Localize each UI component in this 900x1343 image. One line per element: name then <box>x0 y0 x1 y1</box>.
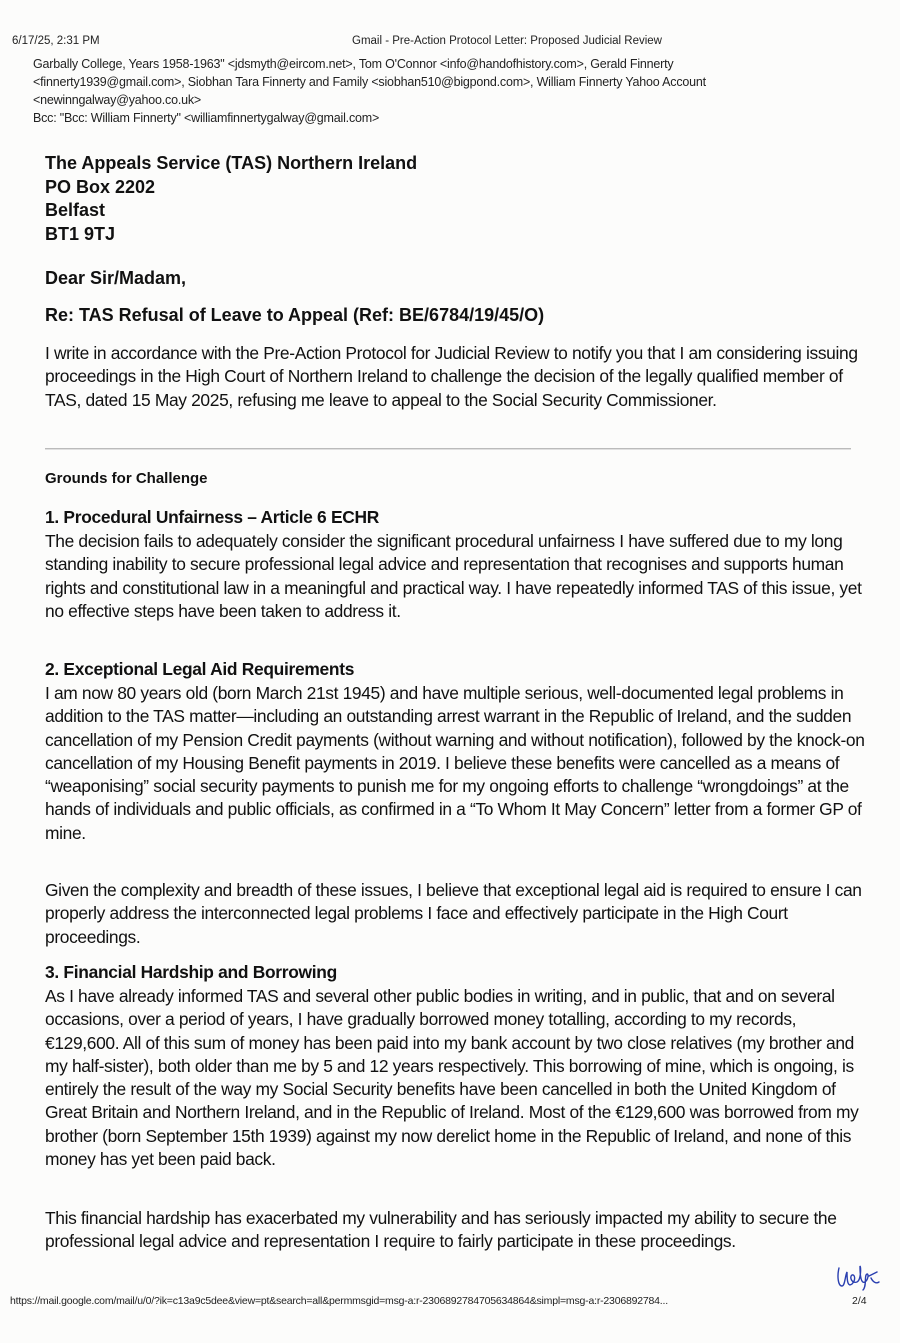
address-line: BT1 9TJ <box>45 223 116 244</box>
page-number: 2/4 <box>852 1295 867 1307</box>
address-line: The Appeals Service (TAS) Northern Ireland <box>45 153 418 173</box>
address-line: Belfast <box>45 200 106 220</box>
section-paragraph: Given the complexity and breadth of these issues, I believe that exceptional legal aid is required to ensure I can properly address the interconnected legal problems I face and effectively participate in the High Court proceedings. <box>45 880 862 947</box>
recipients-line: Garbally College, Years 1958-1963" <jdsmyth@eircom.net>, Tom O'Connor <info@handofhistory.com>, Gerald Finnerty <box>33 57 674 71</box>
greeting: Dear Sir/Madam, <box>45 268 187 288</box>
recipient-address <box>45 152 865 246</box>
section-paragraph: As I have already informed TAS and several other public bodies in writing, and in public, that and on several occasions, over a period of years, I have gradually borrowed money totalling, according to my records, €129,600. All of this sum of money has been paid into my bank account by two close relatives (my brother and my half-sister), both older than me by 5 and 12 years respectively. This borrowing of mine, which is ongoing, is entirely the result of the way my Social Security benefits have been cancelled in both the United Kingdom of Great Britain and Northern Ireland, and in the Republic of Ireland. Most of the €129,600 was borrowed from my brother (born September 15th 1939) against my now derelict home in the Republic of Ireland, and none of this money has yet been paid back. <box>45 986 859 1170</box>
bcc-line: Bcc: "Bcc: William Finnerty" <williamfinnertygalway@gmail.com> <box>33 111 380 125</box>
recipients-block <box>33 55 873 127</box>
recipients-line: <newinngalway@yahoo.co.uk> <box>33 93 202 107</box>
intro-paragraph: I write in accordance with the Pre-Action Protocol for Judicial Review to notify you that I am considering issuing proceedings in the High Court of Northern Ireland to challenge the decision of the legally qualified member of TAS, dated 15 May 2025, refusing me leave to appeal to the Social Security Commissioner. <box>45 343 858 410</box>
section-paragraph: The decision fails to adequately consider the significant procedural unfairness I have suffered due to my long standing inability to secure professional legal advice and representation that recognises and supports human rights and constitutional law in a meaningful and practical way. I have repeatedly informed TAS of this issue, yet no effective steps have been taken to address it. <box>45 531 862 621</box>
print-footer-url: https://mail.google.com/mail/u/0/?ik=c13a9c5dee&view=pt&search=all&permmsgid=msg-a:r-2306892784705634864&simpl=msg-a:r-2306892784... <box>10 1295 668 1307</box>
section-heading: 3. Financial Hardship and Borrowing <box>45 962 337 982</box>
address-line: PO Box 2202 <box>45 176 156 197</box>
section-heading: 2. Exceptional Legal Aid Requirements <box>45 659 355 679</box>
section-heading: 1. Procedural Unfairness – Article 6 ECHR <box>45 507 380 527</box>
handwritten-initials-signature <box>833 1262 883 1292</box>
divider <box>45 448 851 450</box>
recipients-line: <finnerty1939@gmail.com>, Siobhan Tara Finnerty and Family <siobhan510@bigpond.com>, William Finnerty Yahoo Account <box>33 75 706 89</box>
grounds-heading: Grounds for Challenge <box>45 470 208 487</box>
subject-line: Re: TAS Refusal of Leave to Appeal (Ref: BE/6784/19/45/O) <box>45 305 545 325</box>
section-paragraph: I am now 80 years old (born March 21st 1945) and have multiple serious, well-documented legal problems in addition to the TAS matter—including an outstanding arrest warrant in the Republic of Ireland, and the sudden cancellation of my Pension Credit payments (without warning and without notification), followed by the knock-on cancellation of my Housing Benefit payments in 2019. I believe these benefits were cancelled as a means of “weaponising” social security payments to punish me for my ongoing efforts to challenge “wrongdoings” at the hands of individuals and public officials, as confirmed in a “To Whom It May Concern” letter from a former GP of mine. <box>45 683 865 843</box>
print-timestamp: 6/17/25, 2:31 PM <box>12 35 100 47</box>
section-paragraph: This financial hardship has exacerbated my vulnerability and has seriously impacted my ability to secure the professional legal advice and representation I require to fairly participate in these proceedings. <box>45 1208 837 1252</box>
print-title: Gmail - Pre-Action Protocol Letter: Proposed Judicial Review <box>352 35 662 47</box>
